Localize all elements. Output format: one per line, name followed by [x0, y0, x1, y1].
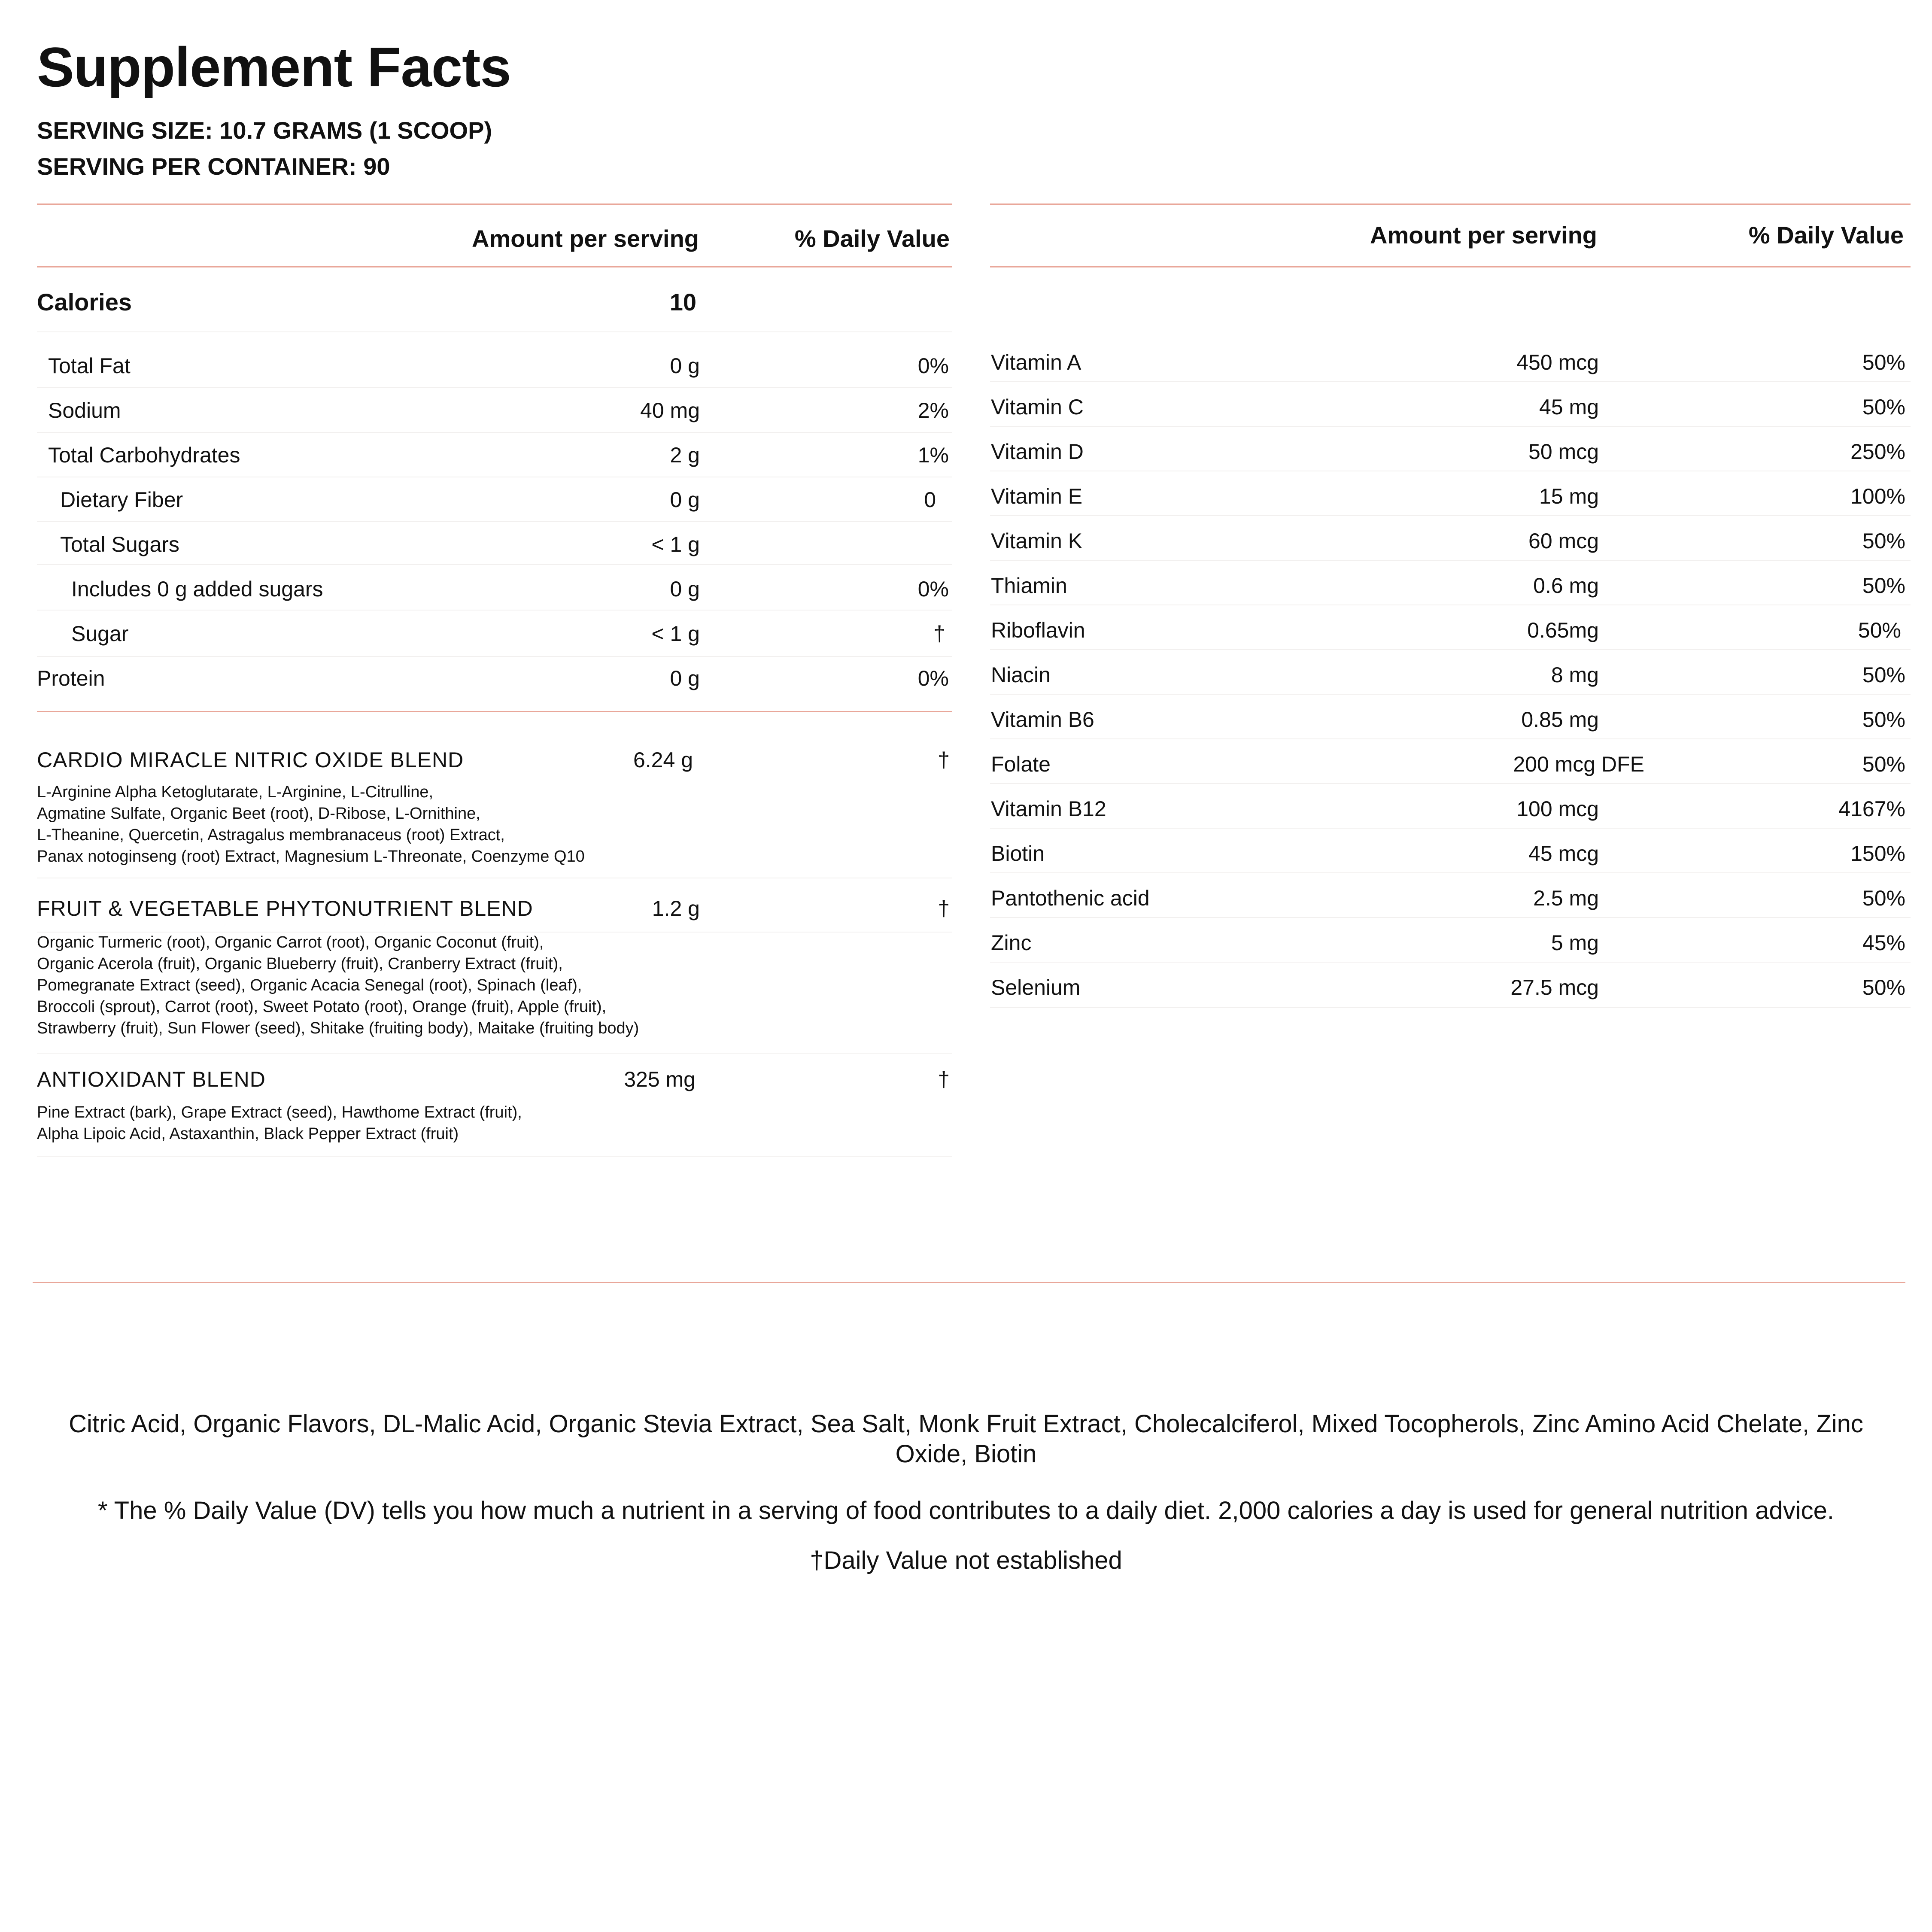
- vitamin-name: Vitamin C: [991, 395, 1084, 419]
- left-header-amount: Amount per serving: [472, 225, 699, 252]
- blend-daily-value: †: [938, 896, 950, 920]
- vitamin-daily-value: 100%: [1850, 484, 1905, 508]
- vitamin-daily-value: 250%: [1850, 440, 1905, 464]
- row-divider: [990, 738, 1911, 739]
- vitamin-daily-value: 50%: [1862, 395, 1905, 419]
- nutrient-name: Sodium: [48, 398, 121, 422]
- vitamin-name: Vitamin D: [991, 440, 1084, 464]
- vitamin-amount: 450 mcg: [1516, 350, 1599, 374]
- nutrient-name: Includes 0 g added sugars: [71, 577, 323, 601]
- vitamin-name: Thiamin: [991, 574, 1067, 598]
- blend-ingredient-line: Pine Extract (bark), Grape Extract (seed), Hawthome Extract (fruit),: [37, 1103, 522, 1121]
- nutrient-daily-value: 0%: [917, 666, 949, 690]
- nutrient-daily-value: 2%: [917, 398, 949, 422]
- row-divider: [37, 432, 952, 433]
- nutrient-daily-value: 1%: [917, 443, 949, 467]
- row-divider: [37, 610, 952, 611]
- row-divider: [990, 828, 1911, 829]
- row-divider: [990, 515, 1911, 516]
- vitamin-amount: 100 mcg: [1516, 797, 1599, 821]
- row-divider: [37, 564, 952, 565]
- nutrient-amount: 0 g: [670, 354, 700, 378]
- nutrient-amount: < 1 g: [651, 622, 700, 646]
- blend-name: CARDIO MIRACLE NITRIC OXIDE BLEND: [37, 748, 464, 772]
- row-divider: [990, 649, 1911, 650]
- blend-ingredient-line: Panax notoginseng (root) Extract, Magnesium L-Threonate, Coenzyme Q10: [37, 848, 585, 866]
- row-divider: [990, 426, 1911, 427]
- vitamin-amount: 15 mg: [1539, 484, 1599, 508]
- nutrient-daily-value: †: [933, 622, 945, 646]
- left-header-rule: [37, 266, 952, 267]
- vitamin-amount: 0.85 mg: [1521, 708, 1599, 732]
- vitamin-amount: 2.5 mg: [1533, 886, 1599, 910]
- blend-ingredient-line: Agmatine Sulfate, Organic Beet (root), D-Ribose, L-Ornithine,: [37, 805, 480, 823]
- dagger-note: †Daily Value not established: [810, 1546, 1122, 1574]
- vitamin-name: Biotin: [991, 841, 1045, 866]
- blend-ingredient-line: Organic Acerola (fruit), Organic Blueberry (fruit), Cranberry Extract (fruit),: [37, 955, 563, 973]
- vitamin-daily-value: 50%: [1862, 663, 1905, 687]
- blend-ingredient-line: Broccoli (sprout), Carrot (root), Sweet Potato (root), Orange (fruit), Apple (fruit),: [37, 998, 607, 1016]
- vitamin-daily-value: 4167%: [1838, 797, 1905, 821]
- nutrient-amount: 2 g: [670, 443, 700, 467]
- vitamin-daily-value: 50%: [1862, 529, 1905, 553]
- calories-value: 10: [669, 289, 696, 316]
- nutrient-name: Sugar: [71, 622, 129, 646]
- nutrient-amount: 40 mg: [640, 398, 700, 422]
- vitamin-name: Vitamin B12: [991, 797, 1106, 821]
- blend-ingredient-line: L-Arginine Alpha Ketoglutarate, L-Arginine, L-Citrulline,: [37, 783, 434, 801]
- right-table-top-rule: [990, 204, 1911, 205]
- nutrient-amount: 0 g: [670, 488, 700, 512]
- vitamin-amount: 0.65mg: [1527, 618, 1599, 642]
- footer-rule: [33, 1282, 1905, 1283]
- vitamin-name: Niacin: [991, 663, 1051, 687]
- vitamin-daily-value: 50%: [1862, 708, 1905, 732]
- blend-name: ANTIOXIDANT BLEND: [37, 1067, 266, 1091]
- vitamin-name: Zinc: [991, 931, 1032, 955]
- row-divider: [37, 521, 952, 522]
- nutrient-name: Total Fat: [48, 354, 131, 378]
- left-table-top-rule: [37, 204, 952, 205]
- blend-ingredient-line: Alpha Lipoic Acid, Astaxanthin, Black Pepper Extract (fruit): [37, 1125, 459, 1143]
- other-ingredients: Citric Acid, Organic Flavors, DL-Malic Acid, Organic Stevia Extract, Sea Salt, Monk Fruit Extract, Cholecalciferol, Mixed Tocopherols, Zinc Amino Acid Chelate, Zinc Oxide, Biotin: [69, 1410, 1863, 1468]
- nutrient-amount: 0 g: [670, 666, 700, 690]
- row-divider: [990, 694, 1911, 695]
- left-header-daily-value: % Daily Value: [794, 225, 950, 252]
- vitamin-daily-value: 45%: [1862, 931, 1905, 955]
- vitamin-daily-value: 50%: [1862, 574, 1905, 598]
- nutrient-name: Protein: [37, 666, 105, 690]
- vitamin-name: Folate: [991, 752, 1051, 776]
- right-header-amount: Amount per serving: [1370, 222, 1597, 249]
- blend-divider: [37, 1053, 952, 1054]
- nutrient-amount: < 1 g: [651, 532, 700, 556]
- vitamin-amount: 0.6 mg: [1533, 574, 1599, 598]
- vitamin-amount: 50 mcg: [1528, 440, 1599, 464]
- vitamin-daily-value: 50%: [1858, 618, 1901, 642]
- nutrient-name: Total Sugars: [60, 532, 179, 556]
- vitamin-daily-value: 50%: [1862, 886, 1905, 910]
- nutrient-daily-value: 0%: [917, 354, 949, 378]
- vitamin-amount: 5 mg: [1551, 931, 1599, 955]
- serving-size: SERVING SIZE: 10.7 GRAMS (1 SCOOP): [37, 117, 492, 144]
- vitamin-daily-value: 50%: [1862, 975, 1905, 999]
- vitamin-amount: 27.5 mcg: [1510, 975, 1599, 999]
- nutrient-amount: 0 g: [670, 577, 700, 601]
- vitamin-daily-value: 50%: [1862, 350, 1905, 374]
- blend-amount: 1.2 g: [652, 896, 700, 920]
- row-divider: [990, 917, 1911, 918]
- blend-daily-value: †: [938, 1067, 950, 1091]
- blend-divider: [37, 1156, 952, 1157]
- vitamin-name: Vitamin A: [991, 350, 1081, 374]
- vitamin-amount: 45 mg: [1539, 395, 1599, 419]
- vitamin-name: Vitamin B6: [991, 708, 1094, 732]
- row-divider: [990, 560, 1911, 561]
- servings-per-container: SERVING PER CONTAINER: 90: [37, 153, 390, 180]
- row-divider: [990, 783, 1911, 784]
- nutrients-bottom-rule: [37, 711, 952, 712]
- blend-ingredient-line: Pomegranate Extract (seed), Organic Acacia Senegal (root), Spinach (leaf),: [37, 976, 582, 994]
- row-divider: [990, 381, 1911, 382]
- vitamin-name: Vitamin K: [991, 529, 1083, 553]
- vitamin-daily-value: 50%: [1862, 752, 1905, 776]
- nutrient-name: Total Carbohydrates: [48, 443, 240, 467]
- nutrient-daily-value: 0: [924, 488, 936, 512]
- vitamin-name: Pantothenic acid: [991, 886, 1150, 910]
- vitamin-amount: 200 mcg DFE: [1513, 752, 1644, 776]
- row-divider: [990, 962, 1911, 963]
- row-divider: [37, 387, 952, 388]
- vitamin-name: Selenium: [991, 975, 1081, 999]
- vitamin-amount: 60 mcg: [1528, 529, 1599, 553]
- page-title: Supplement Facts: [37, 36, 511, 98]
- vitamin-name: Vitamin E: [991, 484, 1083, 508]
- calories-rule: [37, 331, 952, 332]
- blend-ingredient-line: Strawberry (fruit), Sun Flower (seed), Shitake (fruiting body), Maitake (fruiting body): [37, 1019, 639, 1037]
- nutrient-daily-value: 0%: [917, 577, 949, 601]
- vitamin-name: Riboflavin: [991, 618, 1085, 642]
- row-divider: [990, 1007, 1911, 1008]
- vitamin-amount: 45 mcg: [1528, 841, 1599, 866]
- calories-label: Calories: [37, 289, 132, 316]
- blend-ingredient-line: L-Theanine, Quercetin, Astragalus membranaceus (root) Extract,: [37, 826, 505, 844]
- blend-name: FRUIT & VEGETABLE PHYTONUTRIENT BLEND: [37, 896, 533, 920]
- nutrient-name: Dietary Fiber: [60, 488, 183, 512]
- right-header-daily-value: % Daily Value: [1748, 222, 1904, 249]
- blend-ingredient-line: Organic Turmeric (root), Organic Carrot (root), Organic Coconut (fruit),: [37, 933, 544, 951]
- blend-daily-value: †: [938, 748, 950, 772]
- row-divider: [37, 656, 952, 657]
- right-header-rule: [990, 266, 1911, 267]
- blend-amount: 325 mg: [624, 1067, 696, 1091]
- daily-value-note: * The % Daily Value (DV) tells you how much a nutrient in a serving of food contributes to a daily diet. 2,000 calories a day is used for general nutrition advice.: [98, 1497, 1834, 1525]
- row-divider: [990, 872, 1911, 873]
- vitamin-amount: 8 mg: [1551, 663, 1599, 687]
- blend-amount: 6.24 g: [633, 748, 693, 772]
- vitamin-daily-value: 150%: [1850, 841, 1905, 866]
